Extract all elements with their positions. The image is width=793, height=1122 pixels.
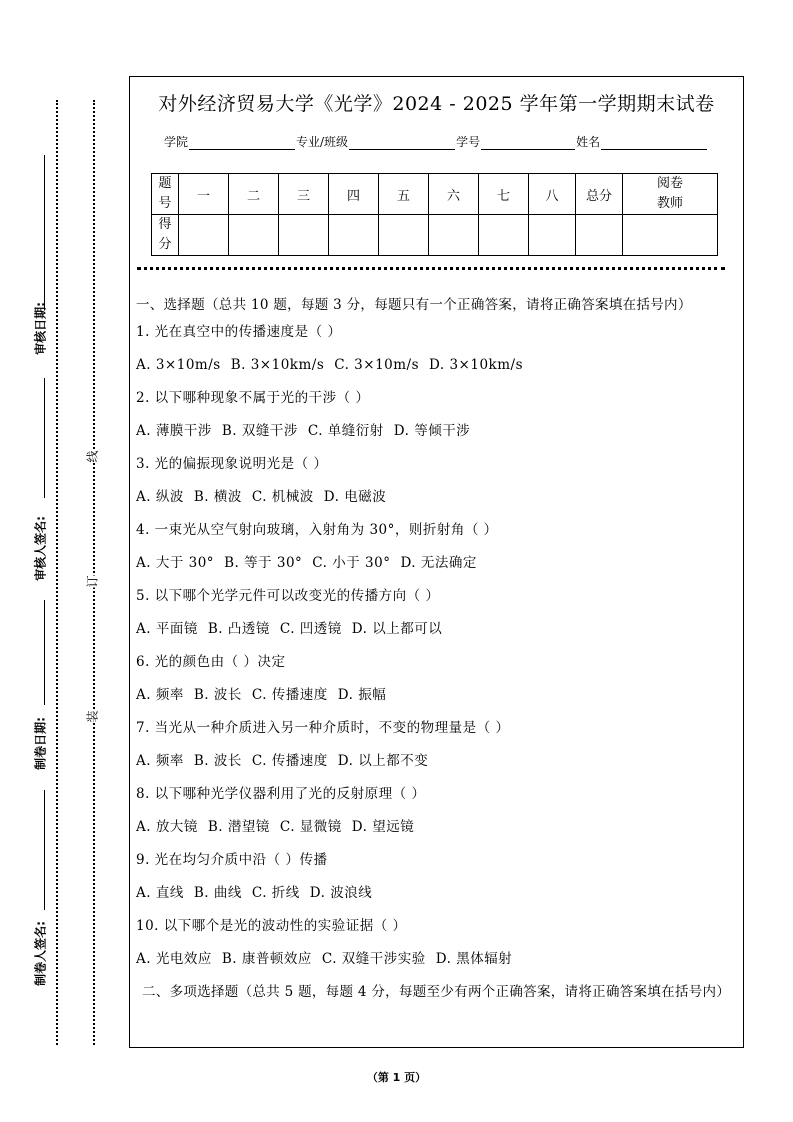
question-text: 8. 以下哪种光学仪器利用了光的反射原理（ ） (136, 786, 426, 802)
major-label: 专业/班级 (296, 135, 349, 149)
dotted-separator (137, 267, 725, 270)
option-text: C. 凹透镜 (279, 621, 342, 637)
student-id-field[interactable] (481, 137, 575, 150)
option-text: C. 双缝干涉实验 (321, 951, 426, 967)
score-cell[interactable] (279, 215, 329, 256)
question-text: 4. 一束光从空气射向玻璃，入射角为 30°，则折射角（ ） (136, 522, 498, 538)
score-cell[interactable] (229, 215, 279, 256)
col-header-total: 总分 (576, 174, 623, 215)
review-date-label: 审核日期: (33, 302, 48, 355)
option-text: D. 3×10km/s (429, 357, 524, 373)
option-text: D. 望远镜 (351, 819, 415, 835)
option-text: A. 频率 (136, 753, 184, 769)
binding-mark-zhuang: 装 (83, 710, 102, 722)
question-options (136, 355, 740, 388)
option-text: C. 3×10m/s (334, 357, 420, 373)
row-label-score: 得 分 (152, 215, 179, 256)
college-field[interactable] (189, 137, 295, 150)
option-text: B. 等于 30° (224, 555, 303, 571)
score-table-header-row (152, 174, 718, 215)
option-text: A. 平面镜 (136, 621, 198, 637)
question-options (136, 883, 740, 916)
col-header-grader: 阅卷 教师 (623, 174, 718, 215)
binding-mark-xian: 线 (83, 450, 102, 462)
binding-line-review-date (44, 155, 45, 310)
option-text: B. 康普顿效应 (221, 951, 312, 967)
question-options (136, 685, 740, 718)
option-text: A. 放大镜 (136, 819, 198, 835)
option-text: D. 振幅 (337, 687, 387, 703)
question-options (136, 751, 740, 784)
col-header: 六 (429, 174, 479, 215)
option-text: D. 以上都不变 (337, 753, 429, 769)
binding-line-make-date (44, 600, 45, 705)
option-text: B. 波长 (193, 753, 242, 769)
option-text: A. 直线 (136, 885, 184, 901)
question-text: 6. 光的颜色由（ ）决定 (136, 654, 286, 670)
col-header: 二 (229, 174, 279, 215)
question-text: 9. 光在均匀介质中沿（ ）传播 (136, 852, 328, 868)
binding-line-maker-sign (44, 790, 45, 910)
section1-heading: 一、选择题（总共 10 题，每题 3 分，每题只有一个正确答案，请将正确答案填在括号内） (136, 297, 692, 313)
option-text: A. 纵波 (136, 489, 184, 505)
option-text: B. 双缝干涉 (221, 423, 298, 439)
col-header: 五 (379, 174, 429, 215)
question-list (136, 322, 740, 982)
question-options (136, 619, 740, 652)
section2-heading: 二、多项选择题（总共 5 题，每题 4 分，每题至少有两个正确答案，请将正确答案填在括号内） (142, 984, 731, 1000)
score-table (151, 173, 718, 256)
score-cell[interactable] (179, 215, 229, 256)
binding-mark-ding: 订 (83, 575, 102, 587)
option-text: D. 以上都可以 (351, 621, 443, 637)
question-text: 5. 以下哪个光学元件可以改变光的传播方向（ ） (136, 588, 440, 604)
col-header: 一 (179, 174, 229, 215)
exam-frame (129, 76, 744, 1048)
score-cell[interactable] (379, 215, 429, 256)
score-cell[interactable] (479, 215, 529, 256)
option-text: A. 3×10m/s (136, 357, 221, 373)
option-text: C. 单缝衍射 (307, 423, 384, 439)
option-text: A. 频率 (136, 687, 184, 703)
option-text: C. 显微镜 (279, 819, 342, 835)
binding-line-reviewer-sign (44, 378, 45, 498)
question-text: 3. 光的偏振现象说明光是（ ） (136, 456, 328, 472)
score-table-score-row (152, 215, 718, 256)
question-text: 2. 以下哪种现象不属于光的干涉（ ） (136, 390, 370, 406)
question-options (136, 553, 740, 586)
score-cell[interactable] (429, 215, 479, 256)
option-text: B. 波长 (193, 687, 242, 703)
option-text: C. 折线 (251, 885, 300, 901)
option-text: D. 黑体辐射 (435, 951, 513, 967)
exam-content (136, 293, 740, 1009)
col-header: 八 (529, 174, 576, 215)
question-options (136, 949, 740, 982)
question-options (136, 487, 740, 520)
option-text: B. 曲线 (193, 885, 242, 901)
binding-dotted-inner (93, 100, 95, 1045)
option-text: C. 传播速度 (251, 753, 328, 769)
student-info-row (164, 133, 708, 150)
reviewer-sign-label: 审核人签名: (33, 516, 48, 581)
exam-title: 对外经济贸易大学《光学》2024 - 2025 学年第一学期期末试卷 (158, 93, 715, 115)
option-text: A. 薄膜干涉 (136, 423, 212, 439)
binding-dotted-outer (56, 100, 58, 1045)
option-text: B. 凸透镜 (207, 621, 270, 637)
option-text: D. 无法确定 (400, 555, 477, 571)
grader-cell[interactable] (623, 215, 718, 256)
question-text: 7. 当光从一种介质进入另一种介质时，不变的物理量是（ ） (136, 720, 510, 736)
name-label: 姓名 (576, 135, 601, 149)
option-text: C. 小于 30° (312, 555, 391, 571)
option-text: C. 传播速度 (251, 687, 328, 703)
option-text: C. 机械波 (251, 489, 314, 505)
major-field[interactable] (349, 137, 455, 150)
option-text: D. 波浪线 (309, 885, 373, 901)
question-options (136, 421, 740, 454)
make-date-label: 制卷日期: (33, 717, 48, 770)
col-header: 七 (479, 174, 529, 215)
question-text: 1. 光在真空中的传播速度是（ ） (136, 324, 342, 340)
score-cell-total[interactable] (576, 215, 623, 256)
page-number: （第 1 页） (366, 1071, 427, 1084)
option-text: B. 3×10km/s (230, 357, 325, 373)
row-label-question-no: 题 号 (152, 174, 179, 215)
question-options (136, 817, 740, 850)
question-text: 10. 以下哪个是光的波动性的实验证据（ ） (136, 918, 407, 934)
option-text: D. 电磁波 (323, 489, 387, 505)
maker-sign-label: 制卷人签名: (33, 921, 48, 986)
score-cell[interactable] (329, 215, 379, 256)
option-text: A. 光电效应 (136, 951, 212, 967)
score-cell[interactable] (529, 215, 576, 256)
name-field[interactable] (601, 137, 707, 150)
college-label: 学院 (164, 135, 189, 149)
option-text: A. 大于 30° (136, 555, 215, 571)
col-header: 四 (329, 174, 379, 215)
option-text: B. 横波 (193, 489, 242, 505)
option-text: D. 等倾干涉 (393, 423, 471, 439)
student-id-label: 学号 (456, 135, 481, 149)
col-header: 三 (279, 174, 329, 215)
option-text: B. 潜望镜 (207, 819, 270, 835)
